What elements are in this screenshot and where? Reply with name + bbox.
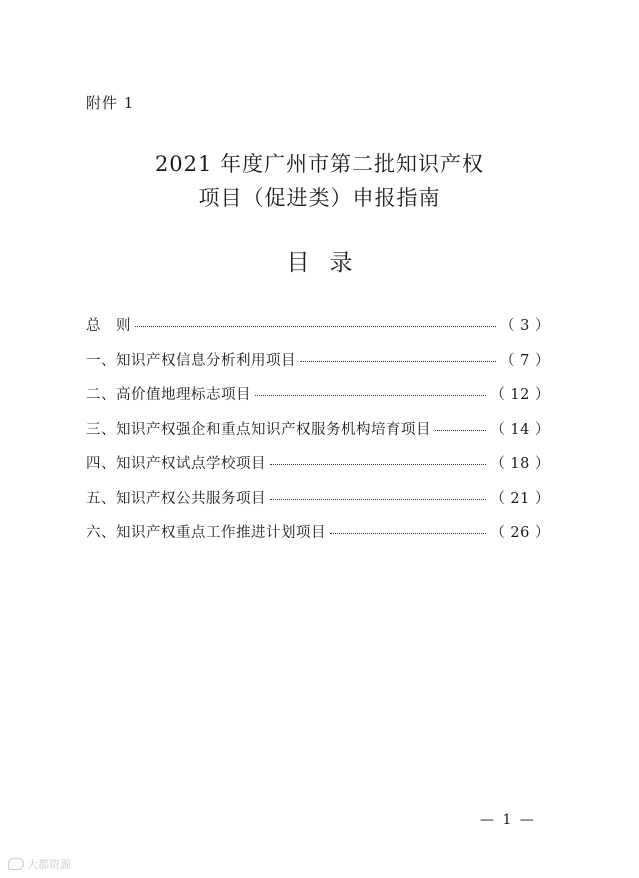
watermark-text: 大都资源	[27, 858, 71, 871]
toc-entry-5[interactable]	[86, 487, 550, 522]
toc-entry-label: 六、知识产权重点工作推进计划项目	[86, 525, 326, 541]
toc-entry-page: （ 12 ）	[490, 387, 550, 403]
toc-entry-label: 二、高价值地理标志项目	[86, 387, 251, 403]
toc-leader-dots	[135, 326, 496, 327]
toc-entry-page: （ 21 ）	[490, 490, 550, 507]
page-number: — 1 —	[480, 812, 536, 828]
toc-leader-dots	[270, 464, 486, 465]
toc-entry-page: （ 26 ）	[490, 525, 550, 541]
toc-entry-page: （ 3 ）	[500, 318, 550, 334]
toc-entry-label: 总 则	[86, 318, 131, 334]
watermark	[8, 856, 71, 872]
toc-leader-dots	[330, 533, 486, 534]
toc-leader-dots	[300, 361, 496, 362]
toc-entry-label: 三、知识产权强企和重点知识产权服务机构培育项目	[86, 421, 431, 438]
toc-entry-page: （ 7 ）	[500, 352, 550, 369]
toc-entry-2[interactable]	[86, 383, 550, 418]
toc-leader-dots	[435, 430, 486, 431]
toc-entry-1[interactable]	[86, 349, 550, 384]
document-title-line2: 项目（促进类）申报指南	[198, 186, 441, 210]
watermark-logo-icon	[8, 858, 24, 870]
toc-heading: 目录	[286, 250, 373, 276]
toc-entry-4[interactable]	[86, 452, 550, 487]
toc-entry-6[interactable]	[86, 521, 550, 556]
toc-entry-label: 一、知识产权信息分析利用项目	[86, 352, 296, 369]
document-title-line1: 2021 年度广州市第二批知识产权	[154, 152, 485, 176]
toc-entry-3[interactable]	[86, 418, 550, 453]
toc-entry-label: 五、知识产权公共服务项目	[86, 490, 266, 507]
attachment-label: 附件 1	[86, 94, 135, 112]
toc-entry-label: 四、知识产权试点学校项目	[86, 456, 266, 472]
toc-leader-dots	[255, 395, 486, 396]
toc-entry-general[interactable]	[86, 314, 550, 349]
toc-entry-page: （ 14 ）	[490, 421, 550, 438]
toc-leader-dots	[270, 499, 486, 500]
toc-entry-page: （ 18 ）	[490, 456, 550, 472]
table-of-contents	[86, 314, 550, 556]
